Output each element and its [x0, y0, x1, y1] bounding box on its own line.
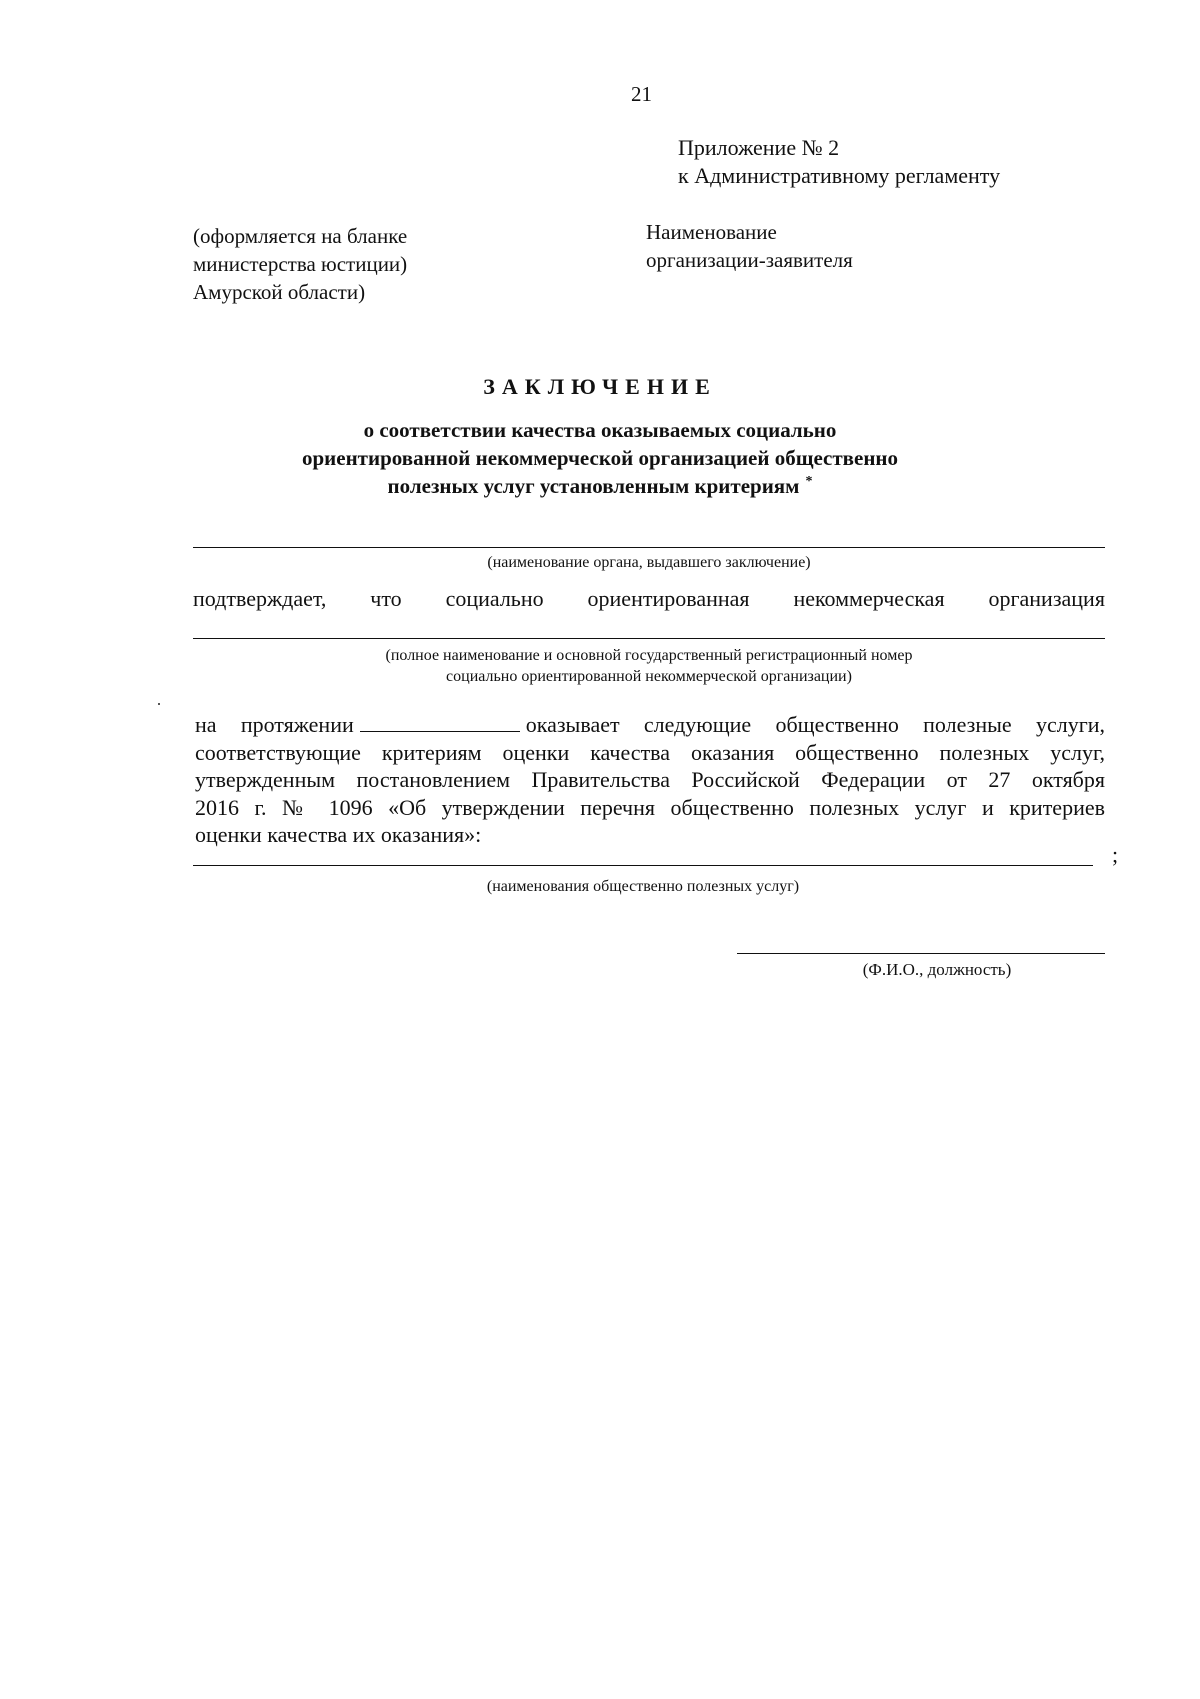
- subtitle-line-3: полезных услуг установленным критериям *: [387, 474, 813, 498]
- confirm-word-3: социально: [445, 586, 544, 611]
- appendix-line-2: к Административному регламенту: [678, 163, 1001, 188]
- page-number: 21: [631, 82, 652, 106]
- period-blank: [360, 711, 520, 732]
- authority-blank-line: [193, 547, 1105, 548]
- document-subtitle: [250, 416, 950, 504]
- applicant-name-block: [646, 218, 853, 274]
- organization-caption: [193, 645, 1105, 687]
- document-title: ЗАКЛЮЧЕНИЕ: [483, 374, 717, 399]
- organization-caption-line-2: социально ориентированной некоммерческой организации): [446, 668, 852, 685]
- signature-blank-line: [737, 953, 1105, 954]
- margin-mark: [158, 703, 160, 705]
- authority-caption: (наименование органа, выдавшего заключение): [487, 554, 811, 571]
- confirm-statement: [193, 586, 1105, 612]
- confirm-word-6: организация: [988, 586, 1105, 611]
- services-terminator: ;: [1112, 842, 1119, 867]
- body-line-2: соответствующие критериям оценки качества оказания общественно полезных услуг,: [195, 739, 1105, 765]
- signature-caption: (Ф.И.О., должность): [862, 960, 1012, 979]
- body-line-3: утвержденным постановлением Правительства Российской Федерации от 27 октября: [195, 767, 1105, 792]
- subtitle-line-1: о соответствии качества оказываемых социально: [363, 418, 837, 442]
- applicant-line-1: Наименование: [646, 220, 777, 244]
- subtitle-line-2: ориентированной некоммерческой организацией общественно: [301, 446, 899, 470]
- organization-blank-line: [193, 638, 1105, 639]
- letterhead-note-line-3: Амурской области): [193, 280, 366, 304]
- appendix-line-1: Приложение № 2: [678, 135, 840, 160]
- letterhead-note-line-1: (оформляется на бланке: [193, 224, 408, 248]
- applicant-line-2: организации-заявителя: [646, 248, 853, 272]
- letterhead-note-line-2: министерства юстиции): [193, 252, 408, 276]
- services-blank-line: [193, 865, 1093, 866]
- body-paragraph: [195, 711, 1105, 849]
- confirm-word-4: ориентированная: [587, 586, 750, 611]
- appendix-header: [678, 134, 1000, 190]
- body-line-5: оценки качества их оказания»:: [195, 822, 482, 847]
- letterhead-note: [193, 222, 407, 306]
- confirm-word-1: подтверждает,: [193, 586, 327, 611]
- organization-caption-line-1: (полное наименование и основной государственный регистрационный номер: [385, 647, 913, 664]
- confirm-word-5: некоммерческая: [793, 586, 945, 611]
- confirm-word-2: что: [370, 586, 402, 611]
- body-line-1: на протяжении оказывает следующие общественно полезные услуги,: [195, 712, 1105, 737]
- footnote-mark: *: [805, 474, 813, 489]
- body-line-4: 2016 г. № 1096 «Об утверждении перечня общественно полезных услуг и критериев: [195, 794, 1105, 820]
- services-caption: (наименования общественно полезных услуг): [486, 878, 800, 895]
